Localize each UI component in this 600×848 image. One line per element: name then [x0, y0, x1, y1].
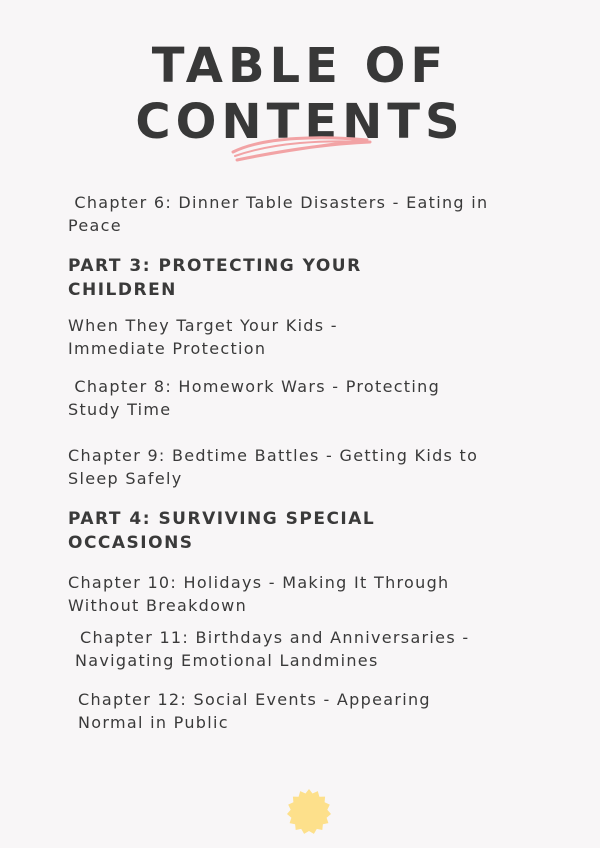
toc-entry-chapter-6[interactable] — [68, 191, 488, 237]
toc-entry-line: When They Target Your Kids - — [68, 316, 338, 335]
squiggle-divider-icon — [225, 130, 375, 170]
toc-entry-line: Without Breakdown — [68, 596, 248, 615]
page-title-line-1: TABLE OF — [151, 38, 449, 95]
toc-entry-chapter-9[interactable] — [68, 444, 478, 490]
toc-entry-line: Immediate Protection — [68, 339, 267, 358]
toc-entry-line: Chapter 12: Social Events - Appearing — [78, 690, 431, 709]
toc-entry-chapter-7[interactable] — [68, 314, 338, 360]
toc-entry-chapter-10[interactable] — [68, 571, 449, 617]
toc-entry-line: Study Time — [68, 400, 172, 419]
toc-entry-chapter-8[interactable] — [68, 375, 440, 421]
toc-entry-chapter-11[interactable] — [75, 626, 470, 672]
toc-part-4-heading — [68, 507, 375, 555]
toc-entry-line: Navigating Emotional Landmines — [75, 651, 379, 670]
toc-entry-line: Sleep Safely — [68, 469, 183, 488]
toc-entry-chapter-12[interactable] — [78, 688, 431, 734]
toc-part-line: OCCASIONS — [68, 533, 194, 553]
toc-entry-line: Chapter 10: Holidays - Making It Through — [68, 573, 450, 592]
toc-entry-line: Normal in Public — [78, 713, 229, 732]
toc-entry-line: Chapter 6: Dinner Table Disasters - Eating in — [68, 193, 489, 212]
toc-part-line: PART 4: SURVIVING SPECIAL — [68, 509, 376, 529]
toc-part-line: CHILDREN — [68, 280, 177, 300]
sun-badge-icon — [285, 788, 333, 836]
toc-entry-line: Chapter 11: Birthdays and Anniversaries - — [80, 628, 470, 647]
toc-entry-line: Peace — [68, 216, 122, 235]
toc-part-line: PART 3: PROTECTING YOUR — [68, 256, 362, 276]
toc-entry-line: Chapter 8: Homework Wars - Protecting — [68, 377, 441, 396]
toc-entry-line: Chapter 9: Bedtime Battles - Getting Kids to — [68, 446, 479, 465]
toc-part-3-heading — [68, 254, 362, 302]
page-title-line-2: CONTENTS — [135, 94, 465, 151]
